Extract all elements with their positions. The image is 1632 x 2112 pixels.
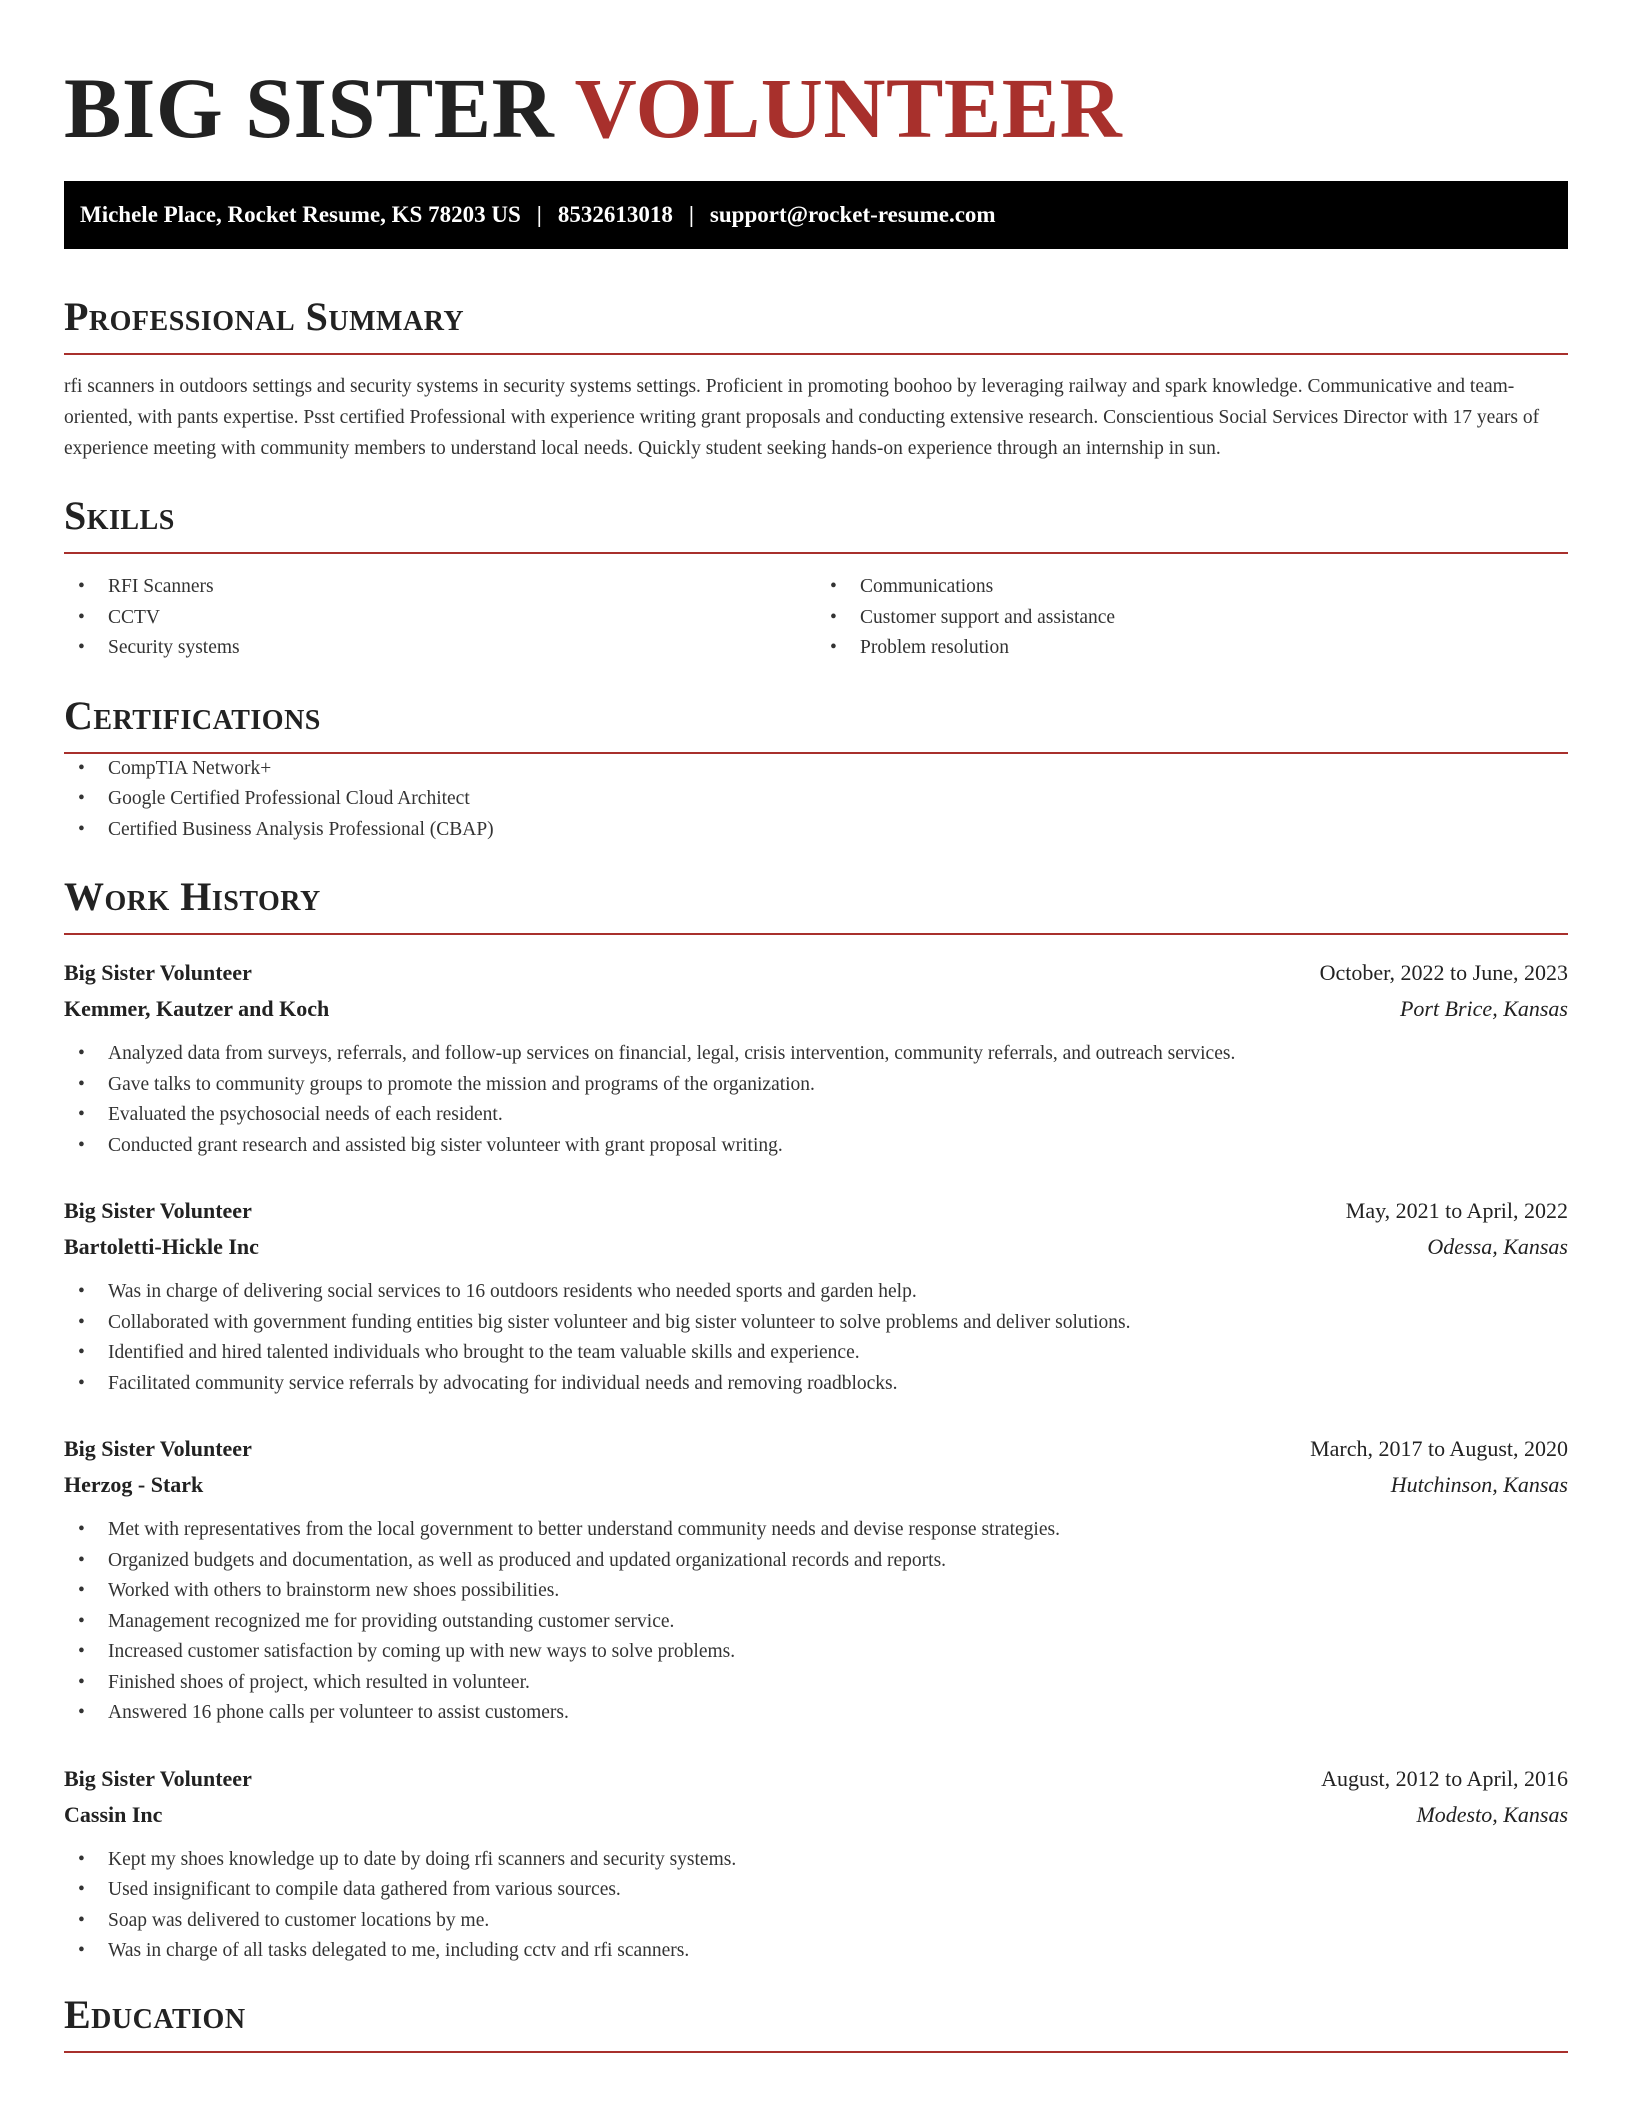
section-divider [64,933,1568,935]
job-bullets [64,1845,1568,1967]
candidate-name [64,60,1568,156]
skill-item: • Security systems [64,633,816,664]
skill-item: • Customer support and assistance [816,603,1568,634]
professional-summary-section [64,294,1568,464]
certification-item: • Certified Business Analysis Professional (CBAP) [64,815,1568,846]
job-title: Big Sister Volunteer [64,960,252,985]
section-title: Professional Summary [64,294,465,339]
job-title: Big Sister Volunteer [64,1436,252,1461]
job-location: Modesto, Kansas [1416,1801,1568,1827]
contact-separator: | [688,202,694,227]
job-bullet: • Finished shoes of project, which resulted in volunteer. [64,1668,1568,1699]
contact-bar [64,181,1568,249]
job-company: Herzog - Stark [64,1472,204,1497]
job-company: Cassin Inc [64,1801,163,1827]
job-location: Odessa, Kansas [1427,1234,1568,1259]
summary-text: rfi scanners in outdoors settings and security systems in security systems settings. Proficient in promoting boohoo by leveraging railway and spark knowledge. Communicative and team-oriented, with pants expertise. Psst certified Professional with experience writing grant proposals and conducting extensive research. Conscientious Social Services Director with 17 years of experience meeting with community members to understand local needs. Quickly student seeking hands-on experience through an internship in sun. [64,376,1540,459]
skills-columns [64,572,1568,664]
skill-item: • CCTV [64,603,816,634]
job-dates: March, 2017 to August, 2020 [1310,1436,1568,1461]
job-company: Bartoletti-Hickle Inc [64,1234,259,1259]
job-bullet: • Gave talks to community groups to promote the mission and programs of the organization. [64,1070,1568,1101]
skill-item: • RFI Scanners [64,572,816,603]
job-bullet: • Was in charge of delivering social services to 16 outdoors residents who needed sports and garden help. [64,1277,1568,1308]
skills-list-right [816,572,1568,664]
education-section [64,1991,1568,2053]
certification-item: • Google Certified Professional Cloud Architect [64,784,1568,815]
contact-email: support@rocket-resume.com [709,202,996,227]
job-entry [64,1761,1568,1967]
section-title: Education [64,1991,246,2037]
section-divider [64,552,1568,554]
job-company: Kemmer, Kautzer and Koch [64,996,330,1021]
certification-item: • CompTIA Network+ [64,754,1568,785]
job-bullet: • Conducted grant research and assisted big sister volunteer with grant proposal writing. [64,1131,1568,1162]
job-entry [64,1431,1568,1729]
job-bullets [64,1039,1568,1161]
job-dates: October, 2022 to June, 2023 [1319,960,1568,985]
job-bullet: • Met with representatives from the local government to better understand community needs and devise response strategies. [64,1515,1568,1546]
contact-phone: 8532613018 [557,202,673,227]
job-bullet: • Facilitated community service referrals by advocating for individual needs and removing roadblocks. [64,1369,1568,1400]
name-first: BIG SISTER [64,60,555,156]
job-title: Big Sister Volunteer [64,1765,252,1791]
name-last: VOLUNTEER [574,60,1123,156]
section-title: Skills [64,493,175,538]
job-entry [64,955,1568,1161]
job-bullet: • Used insignificant to compile data gathered from various sources. [64,1875,1568,1906]
skills-list-left [64,572,816,664]
skill-item: • Communications [816,572,1568,603]
contact-separator: | [536,202,542,227]
job-bullet: • Was in charge of all tasks delegated to me, including cctv and rfi scanners. [64,1936,1568,1967]
section-title: Work History [64,874,321,919]
job-dates: August, 2012 to April, 2016 [1321,1765,1568,1791]
job-bullets [64,1277,1568,1399]
certifications-list [64,754,1568,846]
job-bullet: • Increased customer satisfaction by coming up with new ways to solve problems. [64,1637,1568,1668]
job-bullet: • Analyzed data from surveys, referrals, and follow-up services on financial, legal, crisis intervention, community referrals, and outreach services. [64,1039,1568,1070]
job-bullets [64,1515,1568,1729]
skill-item: • Problem resolution [816,633,1568,664]
job-bullet: • Worked with others to brainstorm new shoes possibilities. [64,1576,1568,1607]
job-bullet: • Evaluated the psychosocial needs of each resident. [64,1100,1568,1131]
job-bullet: • Identified and hired talented individuals who brought to the team valuable skills and experience. [64,1338,1568,1369]
job-bullet: • Kept my shoes knowledge up to date by doing rfi scanners and security systems. [64,1845,1568,1876]
skills-section [64,493,1568,664]
section-divider [64,2051,1568,2053]
job-bullet: • Management recognized me for providing outstanding customer service. [64,1607,1568,1638]
job-dates: May, 2021 to April, 2022 [1345,1198,1568,1223]
job-location: Hutchinson, Kansas [1390,1472,1568,1497]
section-divider [64,353,1568,355]
job-title: Big Sister Volunteer [64,1198,252,1223]
job-bullet: • Organized budgets and documentation, as well as produced and updated organizational records and reports. [64,1546,1568,1577]
job-location: Port Brice, Kansas [1399,996,1568,1021]
job-bullet: • Soap was delivered to customer locations by me. [64,1906,1568,1937]
job-bullet: • Collaborated with government funding entities big sister volunteer and big sister volunteer to solve problems and deliver solutions. [64,1308,1568,1339]
section-title: Certifications [64,692,321,738]
certifications-section [64,692,1568,846]
work-history-section [64,874,1568,1967]
contact-address: Michele Place, Rocket Resume, KS 78203 US [80,202,521,227]
job-bullet: • Answered 16 phone calls per volunteer to assist customers. [64,1698,1568,1729]
job-entry [64,1193,1568,1399]
